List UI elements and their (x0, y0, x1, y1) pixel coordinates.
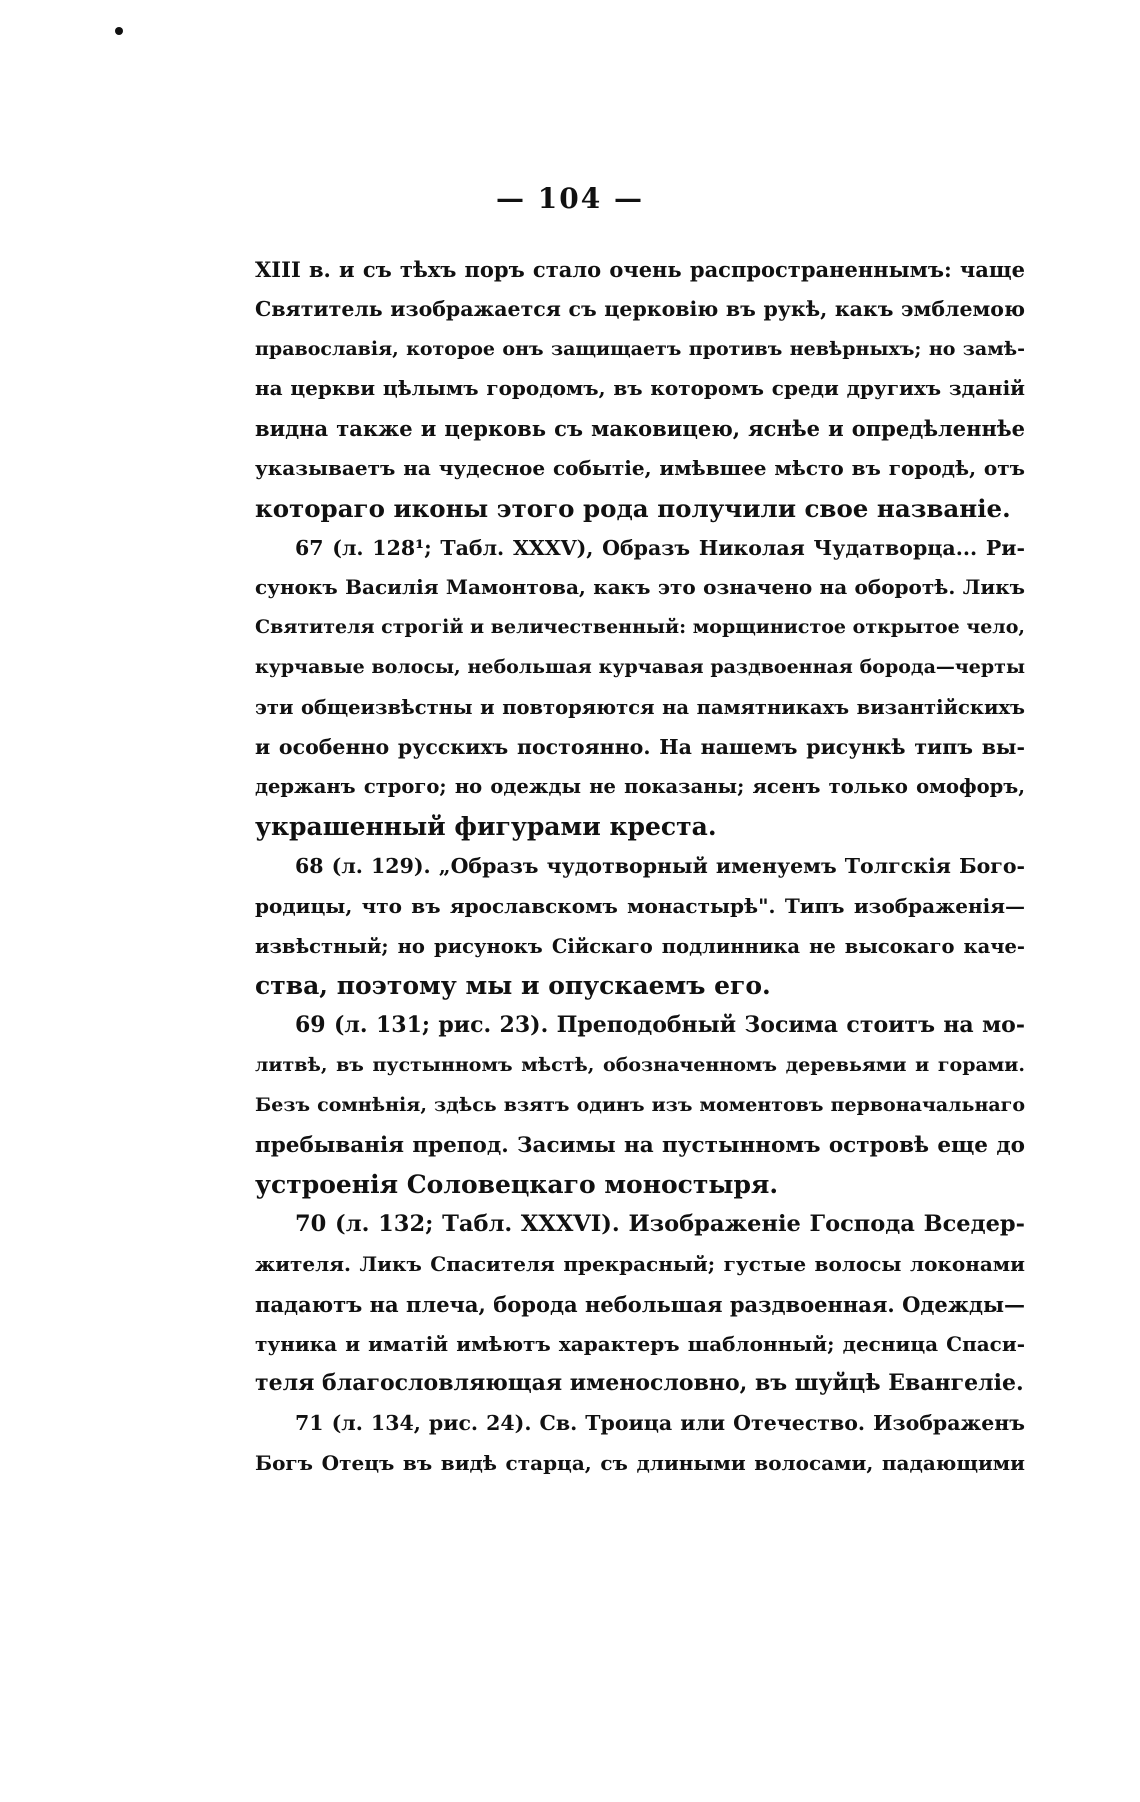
text-line: 70 (л. 132; Табл. XXXVI). Изображеніе Господа Вседер- (295, 1211, 1025, 1238)
paragraph (255, 1404, 1025, 1484)
text-line: украшенный фигурами креста. (255, 812, 717, 842)
ink-dot (115, 27, 123, 35)
text-line: жителя. Ликъ Спасителя прекрасный; густые волосы локонами (255, 1251, 1025, 1276)
paragraph (255, 1006, 1025, 1205)
text-line: устроенія Соловецкаго моностыря. (255, 1170, 779, 1200)
text-line: Святитель изображается съ церковію въ рукѣ, какъ эмблемою (255, 296, 1025, 321)
text-line: ства, поэтому мы и опускаемъ его. (255, 971, 771, 1001)
text-line: 69 (л. 131; рис. 23). Преподобный Зосима стоитъ на мо- (295, 1012, 1025, 1039)
paragraph (255, 529, 1025, 847)
text-line: падаютъ на плеча, борода небольшая раздвоенная. Одежды— (255, 1291, 1025, 1317)
text-line: литвѣ, въ пустынномъ мѣстѣ, обозначенномъ деревьями и горами. (255, 1053, 1025, 1076)
paragraph (255, 847, 1025, 1006)
page-number: — 104 — (496, 182, 644, 215)
text-line: пребыванія препод. Засимы на пустынномъ островѣ еще до (255, 1132, 1025, 1158)
text-line: Безъ сомнѣнія, здѣсь взятъ одинъ изъ моментовъ первоначальнаго (255, 1093, 1025, 1116)
text-line: туника и иматій имѣютъ характеръ шаблонный; десница Спаси- (255, 1331, 1025, 1356)
text-line: 67 (л. 128¹; Табл. XXXV), Образъ Николая Чудатворца... Ри- (295, 535, 1025, 560)
paragraph (255, 1205, 1025, 1404)
text-line: видна также и церковь съ маковицею, яснѣе и опредѣленнѣе (255, 416, 1025, 442)
text-line: извѣстный; но рисунокъ Сійскаго подлинника не высокаго каче- (255, 934, 1025, 958)
body-text (255, 250, 1025, 1484)
text-line: 71 (л. 134, рис. 24). Св. Троица или Отечество. Изображенъ (295, 1411, 1025, 1436)
text-line: сунокъ Василія Мамонтова, какъ это означено на оборотѣ. Ликъ (255, 575, 1025, 600)
text-line: курчавые волосы, небольшая курчавая раздвоенная борода—черты (255, 655, 1025, 678)
text-line: 68 (л. 129). „Образъ чудотворный именуемъ Толгскія Бого- (295, 853, 1025, 878)
text-line: указываетъ на чудесное событіе, имѣвшее мѣсто въ городѣ, отъ (255, 455, 1025, 480)
text-line: православія, которое онъ защищаетъ противъ невѣрныхъ; но замѣ- (255, 337, 1025, 360)
text-line: Святителя строгій и величественный: морщинистое открытое чело, (255, 616, 1025, 639)
text-line: родицы, что въ ярославскомъ монастырѣ". Типъ изображенія— (255, 893, 1025, 918)
text-line: и особенно русскихъ постоянно. На нашемъ рисункѣ типъ вы- (255, 734, 1025, 759)
text-line: XIII в. и съ тѣхъ поръ стало очень распространеннымъ: чаще (255, 257, 1025, 282)
text-line: эти общеизвѣстны и повторяются на памятникахъ византійскихъ (255, 695, 1025, 719)
text-line: на церкви цѣлымъ городомъ, въ которомъ среди другихъ зданій (255, 376, 1025, 401)
text-line: котораго иконы этого рода получили свое названіе. (255, 493, 1011, 523)
text-line: Богъ Отецъ въ видѣ старца, съ длиными волосами, падающими (255, 1450, 1025, 1475)
text-line: теля благословляющая именословно, въ шуйцѣ Евангеліе. (255, 1370, 1024, 1397)
paragraph (255, 250, 1025, 529)
text-line: держанъ строго; но одежды не показаны; ясенъ только омофоръ, (255, 775, 1025, 799)
